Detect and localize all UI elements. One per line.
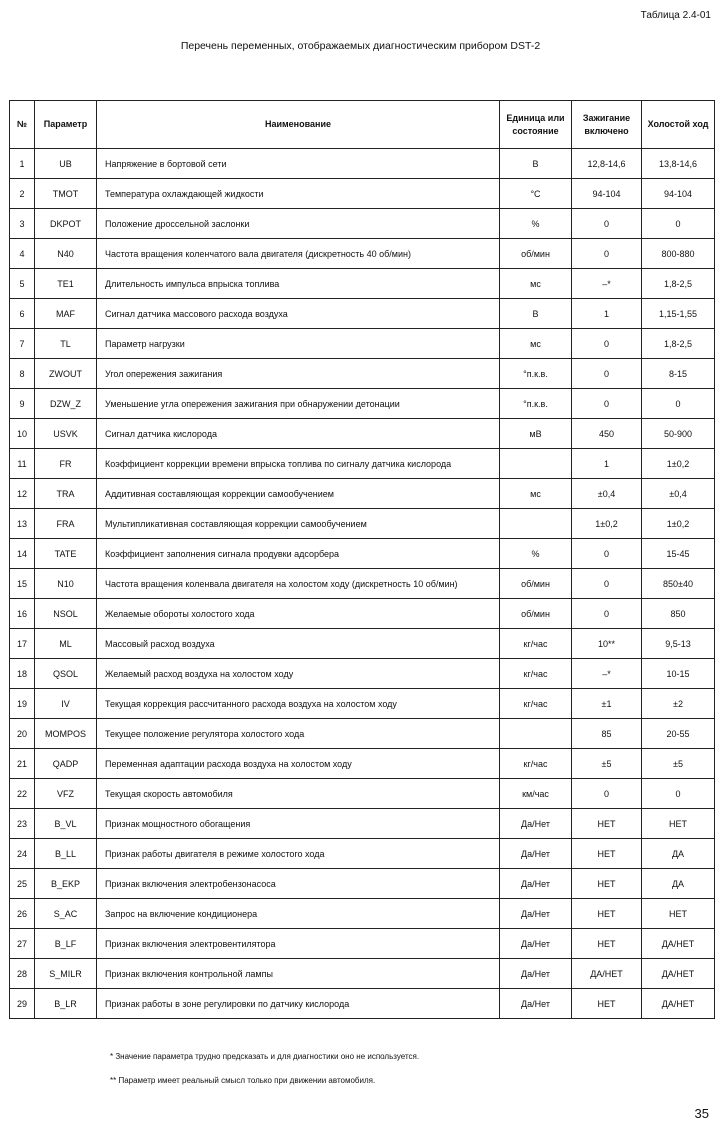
row-name: Запрос на включение кондиционера [97, 899, 500, 929]
row-name: Признак мощностного обогащения [97, 809, 500, 839]
row-name: Признак включения контрольной лампы [97, 959, 500, 989]
row-unit: Да/Нет [500, 929, 572, 959]
row-name: Желаемые обороты холостого хода [97, 599, 500, 629]
row-ignition-value: НЕТ [572, 899, 642, 929]
row-param: B_LL [35, 839, 97, 869]
row-idle-value: ДА [642, 839, 715, 869]
row-number: 26 [10, 899, 35, 929]
row-name: Уменьшение угла опережения зажигания при обнаружении детонации [97, 389, 500, 419]
header-num: № [10, 101, 35, 149]
row-param: TATE [35, 539, 97, 569]
row-idle-value: 15-45 [642, 539, 715, 569]
row-unit: мс [500, 329, 572, 359]
row-number: 6 [10, 299, 35, 329]
row-name: Признак работы двигателя в режиме холостого хода [97, 839, 500, 869]
row-number: 27 [10, 929, 35, 959]
row-idle-value: 1,8-2,5 [642, 329, 715, 359]
row-param: IV [35, 689, 97, 719]
row-param: TRA [35, 479, 97, 509]
footnote-1: * Значение параметра трудно предсказать и для диагностики оно не используется. [110, 1052, 420, 1061]
row-unit: мВ [500, 419, 572, 449]
table-row [10, 839, 715, 869]
row-unit: кг/час [500, 749, 572, 779]
row-number: 20 [10, 719, 35, 749]
header-unit: Единица или состояние [500, 101, 572, 149]
row-number: 9 [10, 389, 35, 419]
row-name: Массовый расход воздуха [97, 629, 500, 659]
row-ignition-value: ДА/НЕТ [572, 959, 642, 989]
row-ignition-value: 85 [572, 719, 642, 749]
table-row [10, 179, 715, 209]
row-idle-value: ±0,4 [642, 479, 715, 509]
row-number: 14 [10, 539, 35, 569]
row-number: 1 [10, 149, 35, 179]
row-ignition-value: НЕТ [572, 839, 642, 869]
row-name: Аддитивная составляющая коррекции самообучением [97, 479, 500, 509]
table-row [10, 239, 715, 269]
row-number: 2 [10, 179, 35, 209]
row-unit: °п.к.в. [500, 359, 572, 389]
header-param: Параметр [35, 101, 97, 149]
row-number: 13 [10, 509, 35, 539]
row-param: VFZ [35, 779, 97, 809]
row-name: Желаемый расход воздуха на холостом ходу [97, 659, 500, 689]
row-number: 18 [10, 659, 35, 689]
row-ignition-value: 0 [572, 599, 642, 629]
row-number: 17 [10, 629, 35, 659]
row-name: Частота вращения коленчатого вала двигателя (дискретность 40 об/мин) [97, 239, 500, 269]
row-unit: мс [500, 479, 572, 509]
row-name: Положение дроссельной заслонки [97, 209, 500, 239]
page-number: 35 [694, 1106, 709, 1121]
row-idle-value: 10-15 [642, 659, 715, 689]
row-unit: Да/Нет [500, 809, 572, 839]
row-param: DZW_Z [35, 389, 97, 419]
row-unit [500, 449, 572, 479]
row-unit: В [500, 299, 572, 329]
row-unit: Да/Нет [500, 869, 572, 899]
table-row [10, 929, 715, 959]
table-row [10, 659, 715, 689]
row-idle-value: ДА/НЕТ [642, 989, 715, 1019]
table-row [10, 539, 715, 569]
row-ignition-value: 1 [572, 449, 642, 479]
row-unit: кг/час [500, 659, 572, 689]
row-param: UB [35, 149, 97, 179]
row-idle-value: 1,15-1,55 [642, 299, 715, 329]
row-idle-value: ДА/НЕТ [642, 959, 715, 989]
table-row [10, 449, 715, 479]
row-param: N40 [35, 239, 97, 269]
table-row [10, 869, 715, 899]
row-number: 11 [10, 449, 35, 479]
row-ignition-value: 0 [572, 329, 642, 359]
row-param: QSOL [35, 659, 97, 689]
row-param: QADP [35, 749, 97, 779]
table-row [10, 989, 715, 1019]
row-number: 15 [10, 569, 35, 599]
row-ignition-value: НЕТ [572, 869, 642, 899]
row-ignition-value: 94-104 [572, 179, 642, 209]
footnote-2: ** Параметр имеет реальный смысл только при движении автомобиля. [110, 1076, 376, 1085]
row-param: B_LF [35, 929, 97, 959]
row-ignition-value: ±1 [572, 689, 642, 719]
row-number: 21 [10, 749, 35, 779]
row-param: S_AC [35, 899, 97, 929]
row-unit: об/мин [500, 569, 572, 599]
table-row [10, 389, 715, 419]
row-unit: Да/Нет [500, 959, 572, 989]
row-idle-value: НЕТ [642, 899, 715, 929]
row-name: Текущая скорость автомобиля [97, 779, 500, 809]
row-unit: об/мин [500, 239, 572, 269]
table-row [10, 419, 715, 449]
row-idle-value: 9,5-13 [642, 629, 715, 659]
row-ignition-value: 0 [572, 389, 642, 419]
row-name: Параметр нагрузки [97, 329, 500, 359]
row-unit: об/мин [500, 599, 572, 629]
row-ignition-value: НЕТ [572, 989, 642, 1019]
row-idle-value: 8-15 [642, 359, 715, 389]
row-unit: мс [500, 269, 572, 299]
row-name: Текущее положение регулятора холостого хода [97, 719, 500, 749]
table-row [10, 809, 715, 839]
row-ignition-value: –* [572, 659, 642, 689]
row-unit: км/час [500, 779, 572, 809]
row-unit: % [500, 209, 572, 239]
row-name: Признак работы в зоне регулировки по датчику кислорода [97, 989, 500, 1019]
row-param: MAF [35, 299, 97, 329]
row-name: Признак включения электровентилятора [97, 929, 500, 959]
row-ignition-value: 12,8-14,6 [572, 149, 642, 179]
table-row [10, 569, 715, 599]
row-ignition-value: –* [572, 269, 642, 299]
row-number: 19 [10, 689, 35, 719]
row-unit: кг/час [500, 629, 572, 659]
table-row [10, 899, 715, 929]
table-reference: Таблица 2.4-01 [640, 10, 711, 21]
row-number: 7 [10, 329, 35, 359]
row-unit: °п.к.в. [500, 389, 572, 419]
row-name: Температура охлаждающей жидкости [97, 179, 500, 209]
row-name: Длительность импульса впрыска топлива [97, 269, 500, 299]
table-row [10, 719, 715, 749]
row-param: N10 [35, 569, 97, 599]
row-param: FR [35, 449, 97, 479]
row-number: 10 [10, 419, 35, 449]
table-body [10, 149, 715, 1019]
row-idle-value: ДА [642, 869, 715, 899]
document-title: Перечень переменных, отображаемых диагностическим прибором DST-2 [180, 40, 541, 52]
row-unit: °C [500, 179, 572, 209]
table-row [10, 689, 715, 719]
row-param: B_VL [35, 809, 97, 839]
row-idle-value: 0 [642, 779, 715, 809]
row-number: 3 [10, 209, 35, 239]
row-param: FRA [35, 509, 97, 539]
row-param: TMOT [35, 179, 97, 209]
row-ignition-value: НЕТ [572, 809, 642, 839]
row-ignition-value: 0 [572, 359, 642, 389]
row-name: Коэффициент коррекции времени впрыска топлива по сигналу датчика кислорода [97, 449, 500, 479]
row-param: S_MILR [35, 959, 97, 989]
row-ignition-value: 10** [572, 629, 642, 659]
row-param: MOMPOS [35, 719, 97, 749]
header-idle: Холостой ход [642, 101, 715, 149]
row-name: Коэффициент заполнения сигнала продувки адсорбера [97, 539, 500, 569]
row-number: 8 [10, 359, 35, 389]
table-row [10, 149, 715, 179]
table-header-row [10, 101, 715, 149]
row-param: ML [35, 629, 97, 659]
row-name: Сигнал датчика массового расхода воздуха [97, 299, 500, 329]
row-idle-value: 1±0,2 [642, 509, 715, 539]
table-row [10, 329, 715, 359]
row-idle-value: ±2 [642, 689, 715, 719]
table-row [10, 209, 715, 239]
row-unit [500, 509, 572, 539]
header-name: Наименование [97, 101, 500, 149]
row-idle-value: 50-900 [642, 419, 715, 449]
row-ignition-value: 0 [572, 779, 642, 809]
row-param: B_EKP [35, 869, 97, 899]
row-unit: кг/час [500, 689, 572, 719]
table-row [10, 269, 715, 299]
table-row [10, 749, 715, 779]
row-ignition-value: 0 [572, 539, 642, 569]
table-row [10, 779, 715, 809]
row-unit: В [500, 149, 572, 179]
row-ignition-value: НЕТ [572, 929, 642, 959]
row-param: TE1 [35, 269, 97, 299]
row-idle-value: ДА/НЕТ [642, 929, 715, 959]
row-number: 24 [10, 839, 35, 869]
row-idle-value: 94-104 [642, 179, 715, 209]
table-row [10, 509, 715, 539]
row-param: USVK [35, 419, 97, 449]
row-number: 4 [10, 239, 35, 269]
row-idle-value: 800-880 [642, 239, 715, 269]
table-row [10, 599, 715, 629]
row-unit: Да/Нет [500, 899, 572, 929]
row-idle-value: 13,8-14,6 [642, 149, 715, 179]
row-param: NSOL [35, 599, 97, 629]
row-idle-value: ±5 [642, 749, 715, 779]
row-number: 28 [10, 959, 35, 989]
row-ignition-value: 1 [572, 299, 642, 329]
row-idle-value: 20-55 [642, 719, 715, 749]
row-ignition-value: ±5 [572, 749, 642, 779]
row-ignition-value: 0 [572, 569, 642, 599]
row-name: Текущая коррекция рассчитанного расхода воздуха на холостом ходу [97, 689, 500, 719]
table-row [10, 629, 715, 659]
row-idle-value: НЕТ [642, 809, 715, 839]
row-param: B_LR [35, 989, 97, 1019]
row-ignition-value: 0 [572, 209, 642, 239]
row-idle-value: 1,8-2,5 [642, 269, 715, 299]
header-ignition: Зажигание включено [572, 101, 642, 149]
row-name: Напряжение в бортовой сети [97, 149, 500, 179]
row-unit: Да/Нет [500, 989, 572, 1019]
row-idle-value: 850 [642, 599, 715, 629]
row-idle-value: 850±40 [642, 569, 715, 599]
row-ignition-value: ±0,4 [572, 479, 642, 509]
row-name: Признак включения электробензонасоса [97, 869, 500, 899]
table-row [10, 359, 715, 389]
table-row [10, 479, 715, 509]
row-ignition-value: 1±0,2 [572, 509, 642, 539]
row-number: 22 [10, 779, 35, 809]
row-ignition-value: 0 [572, 239, 642, 269]
row-idle-value: 0 [642, 389, 715, 419]
row-number: 23 [10, 809, 35, 839]
row-number: 12 [10, 479, 35, 509]
row-unit: % [500, 539, 572, 569]
row-name: Сигнал датчика кислорода [97, 419, 500, 449]
row-param: ZWOUT [35, 359, 97, 389]
table-row [10, 959, 715, 989]
row-number: 29 [10, 989, 35, 1019]
row-name: Частота вращения коленвала двигателя на холостом ходу (дискретность 10 об/мин) [97, 569, 500, 599]
row-ignition-value: 450 [572, 419, 642, 449]
row-number: 5 [10, 269, 35, 299]
row-number: 16 [10, 599, 35, 629]
table-row [10, 299, 715, 329]
row-param: TL [35, 329, 97, 359]
row-idle-value: 1±0,2 [642, 449, 715, 479]
row-unit: Да/Нет [500, 839, 572, 869]
parameters-table [9, 100, 715, 1019]
row-number: 25 [10, 869, 35, 899]
row-name: Переменная адаптации расхода воздуха на холостом ходу [97, 749, 500, 779]
row-idle-value: 0 [642, 209, 715, 239]
row-name: Мультипликативная составляющая коррекции самообучением [97, 509, 500, 539]
row-unit [500, 719, 572, 749]
row-name: Угол опережения зажигания [97, 359, 500, 389]
row-param: DKPOT [35, 209, 97, 239]
